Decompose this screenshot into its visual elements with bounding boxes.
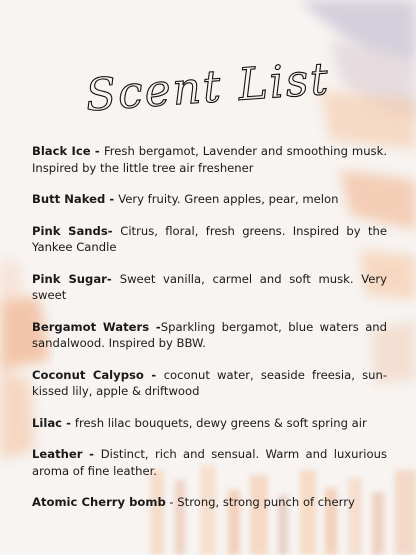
title-script: Scent List <box>84 53 332 122</box>
scent-name: Butt Naked - <box>32 192 119 206</box>
scent-description: - Strong, strong punch of cherry <box>165 495 355 509</box>
scent-name: Pink Sands- <box>32 223 121 238</box>
scent-list <box>32 143 387 526</box>
scent-entry <box>32 415 387 432</box>
scent-description: Sweet vanilla, carmel and soft musk. Very sweet <box>32 271 388 302</box>
scent-description: Fresh bergamot, Lavender and smoothing musk. Inspired by the little tree air freshener <box>32 144 387 175</box>
scent-name: Lilac - <box>32 415 75 430</box>
scent-name: Black Ice - <box>32 144 104 158</box>
scent-description: fresh lilac bouquets, dewy greens & soft spring air <box>74 415 367 430</box>
scent-entry <box>32 446 387 479</box>
scent-name: Coconut Calypso - <box>32 367 164 382</box>
scent-description: Citrus, floral, fresh greens. Inspired by the Yankee Candle <box>32 223 388 254</box>
scent-description: Sparkling bergamot, blue waters and sandalwood. Inspired by BBW. <box>32 319 388 350</box>
scent-entry <box>32 271 387 304</box>
scent-name: Leather - <box>32 447 101 461</box>
scent-name: Bergamot Waters - <box>32 319 161 334</box>
scent-name: Pink Sugar- <box>32 271 120 286</box>
scent-entry <box>32 319 387 352</box>
scent-entry <box>32 494 387 511</box>
scent-name: Atomic Cherry bomb <box>32 495 166 509</box>
scent-entry <box>32 223 387 256</box>
scent-entry <box>32 367 387 400</box>
scent-description: Distinct, rich and sensual. Warm and luxurious aroma of fine leather. <box>32 447 387 478</box>
scent-entry <box>32 143 387 176</box>
scent-description: Very fruity. Green apples, pear, melon <box>118 192 339 206</box>
scent-entry <box>32 191 387 208</box>
page-title <box>0 40 416 130</box>
scent-description: coconut water, seaside freesia, sun-kissed lily, apple & driftwood <box>32 367 388 398</box>
